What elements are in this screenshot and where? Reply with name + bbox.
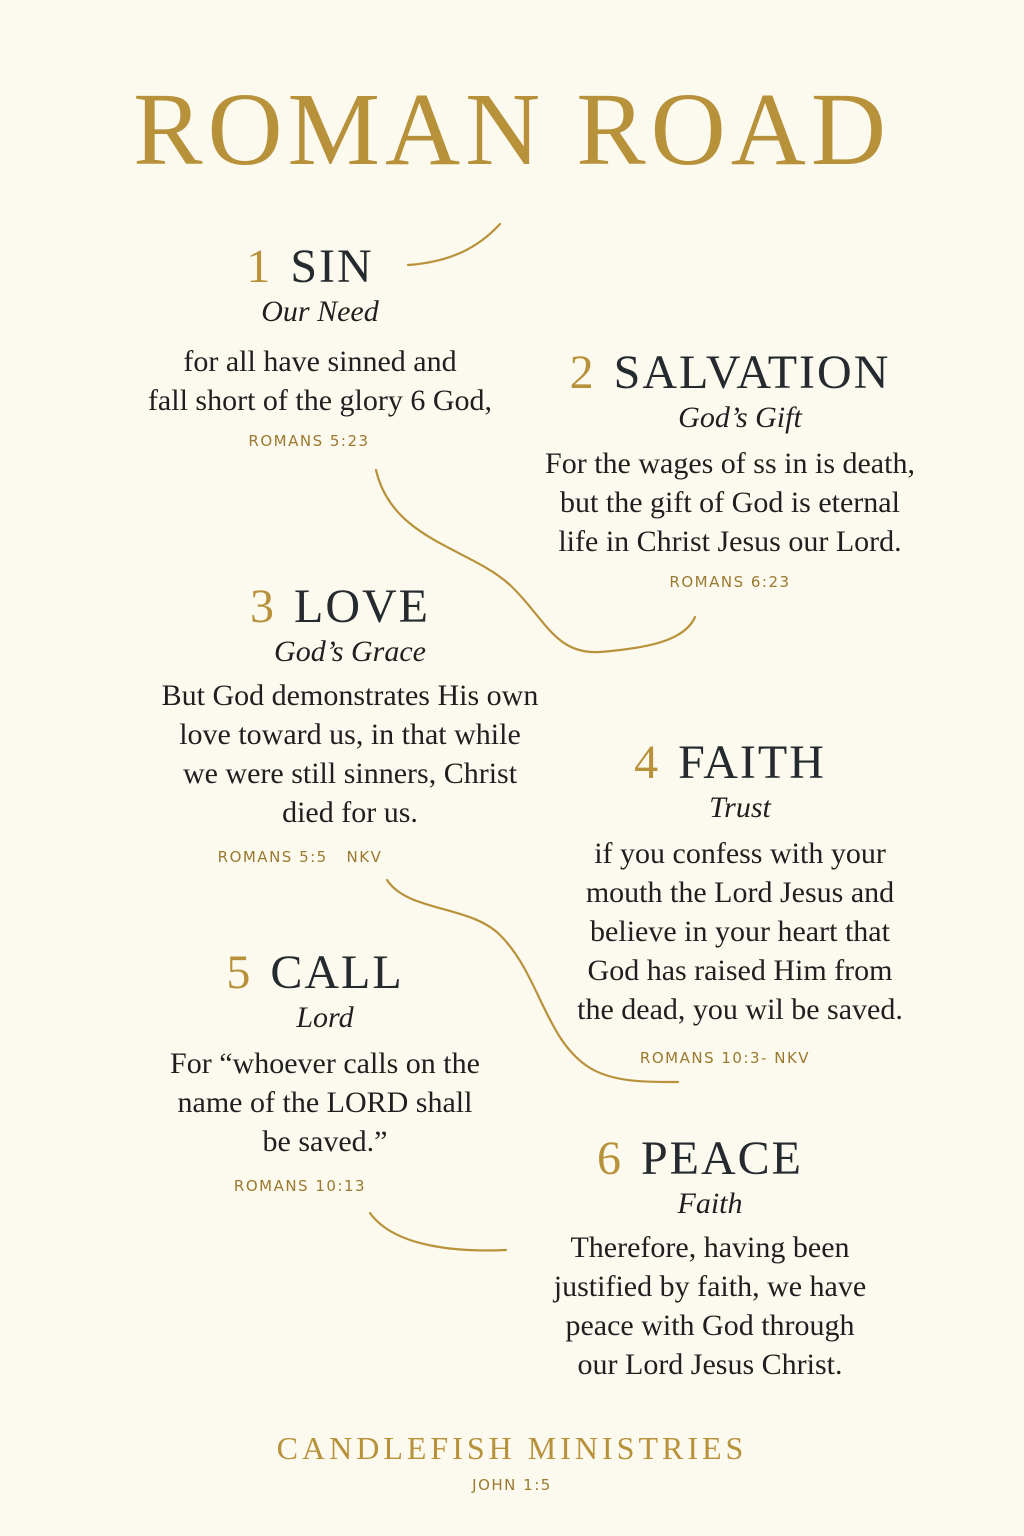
verse-line: peace with God through <box>565 1309 855 1343</box>
step-name: CALL <box>270 946 404 999</box>
step-verse <box>110 676 590 832</box>
verse-line: But God demonstrates His own <box>161 679 539 713</box>
verse-line: Therefore, having been <box>570 1231 850 1265</box>
step-number: 2 <box>569 346 596 399</box>
step-subtitle: God’s Grace <box>274 635 426 669</box>
step-name: SALVATION <box>613 346 891 399</box>
verse-line: died for us. <box>282 796 418 830</box>
verse-line: justified by faith, we have <box>553 1270 867 1304</box>
step-number: 1 <box>246 240 273 293</box>
step-peace <box>500 1134 920 1384</box>
step-salvation <box>510 348 950 591</box>
step-number: 6 <box>596 1132 623 1185</box>
step-heading <box>120 948 540 998</box>
step-heading <box>120 242 520 292</box>
step-number: 5 <box>226 946 253 999</box>
verse-line: our Lord Jesus Christ. <box>577 1348 843 1382</box>
step-call <box>120 948 540 1195</box>
step-name: SIN <box>290 240 374 293</box>
verse-line: fall short of the glory 6 God, <box>147 384 493 418</box>
step-heading <box>500 1134 920 1184</box>
step-faith <box>520 738 960 1067</box>
verse-line: we were still sinners, Christ <box>182 757 518 791</box>
footer-ministry: CANDLEFISH MINISTRIES <box>276 1430 748 1466</box>
verse-line: if you confess with your <box>594 837 886 871</box>
step-reference: ROMANS 5:23 <box>248 432 370 451</box>
step-verse <box>500 1228 920 1384</box>
step-heading <box>520 738 960 788</box>
verse-line: love toward us, in that while <box>179 718 521 752</box>
step-name: PEACE <box>640 1132 803 1185</box>
verse-line: but the gift of God is eternal <box>560 486 900 520</box>
verse-line: God has raised Him from <box>587 954 893 988</box>
step-love <box>110 582 590 866</box>
step-reference: ROMANS 5:5 NKV <box>217 848 383 867</box>
footer-reference: JOHN 1:5 <box>472 1476 552 1494</box>
step-reference: ROMANS 10:13 <box>233 1177 367 1196</box>
step-verse <box>120 1044 540 1161</box>
step-subtitle: Faith <box>677 1187 743 1221</box>
verse-line: the dead, you wil be saved. <box>577 993 903 1027</box>
step-verse <box>120 342 520 420</box>
step-reference: ROMANS 10:3- NKV <box>639 1049 811 1068</box>
step-name: LOVE <box>294 580 430 633</box>
step-number: 3 <box>250 580 277 633</box>
verse-line: be saved.” <box>262 1125 388 1159</box>
verse-line: For “whoever calls on the <box>170 1047 480 1081</box>
page-title: ROMAN ROAD <box>133 72 891 187</box>
step-sin <box>120 242 520 450</box>
step-verse <box>520 834 960 1029</box>
step-subtitle: Our Need <box>261 295 379 329</box>
verse-line: believe in your heart that <box>590 915 890 949</box>
step-reference: ROMANS 6:23 <box>669 573 791 592</box>
verse-line: for all have sinned and <box>183 345 457 379</box>
verse-line: life in Christ Jesus our Lord. <box>558 525 902 559</box>
step-subtitle: God’s Gift <box>678 401 802 435</box>
connector-line-4 <box>370 1213 506 1250</box>
step-subtitle: Trust <box>709 791 771 825</box>
step-heading <box>110 582 590 632</box>
step-heading <box>510 348 950 398</box>
step-subtitle: Lord <box>296 1001 354 1035</box>
verse-line: name of the LORD shall <box>177 1086 473 1120</box>
step-name: FAITH <box>678 736 826 789</box>
verse-line: mouth the Lord Jesus and <box>585 876 895 910</box>
step-number: 4 <box>634 736 661 789</box>
step-verse <box>510 444 950 561</box>
verse-line: For the wages of ss in is death, <box>545 447 915 481</box>
